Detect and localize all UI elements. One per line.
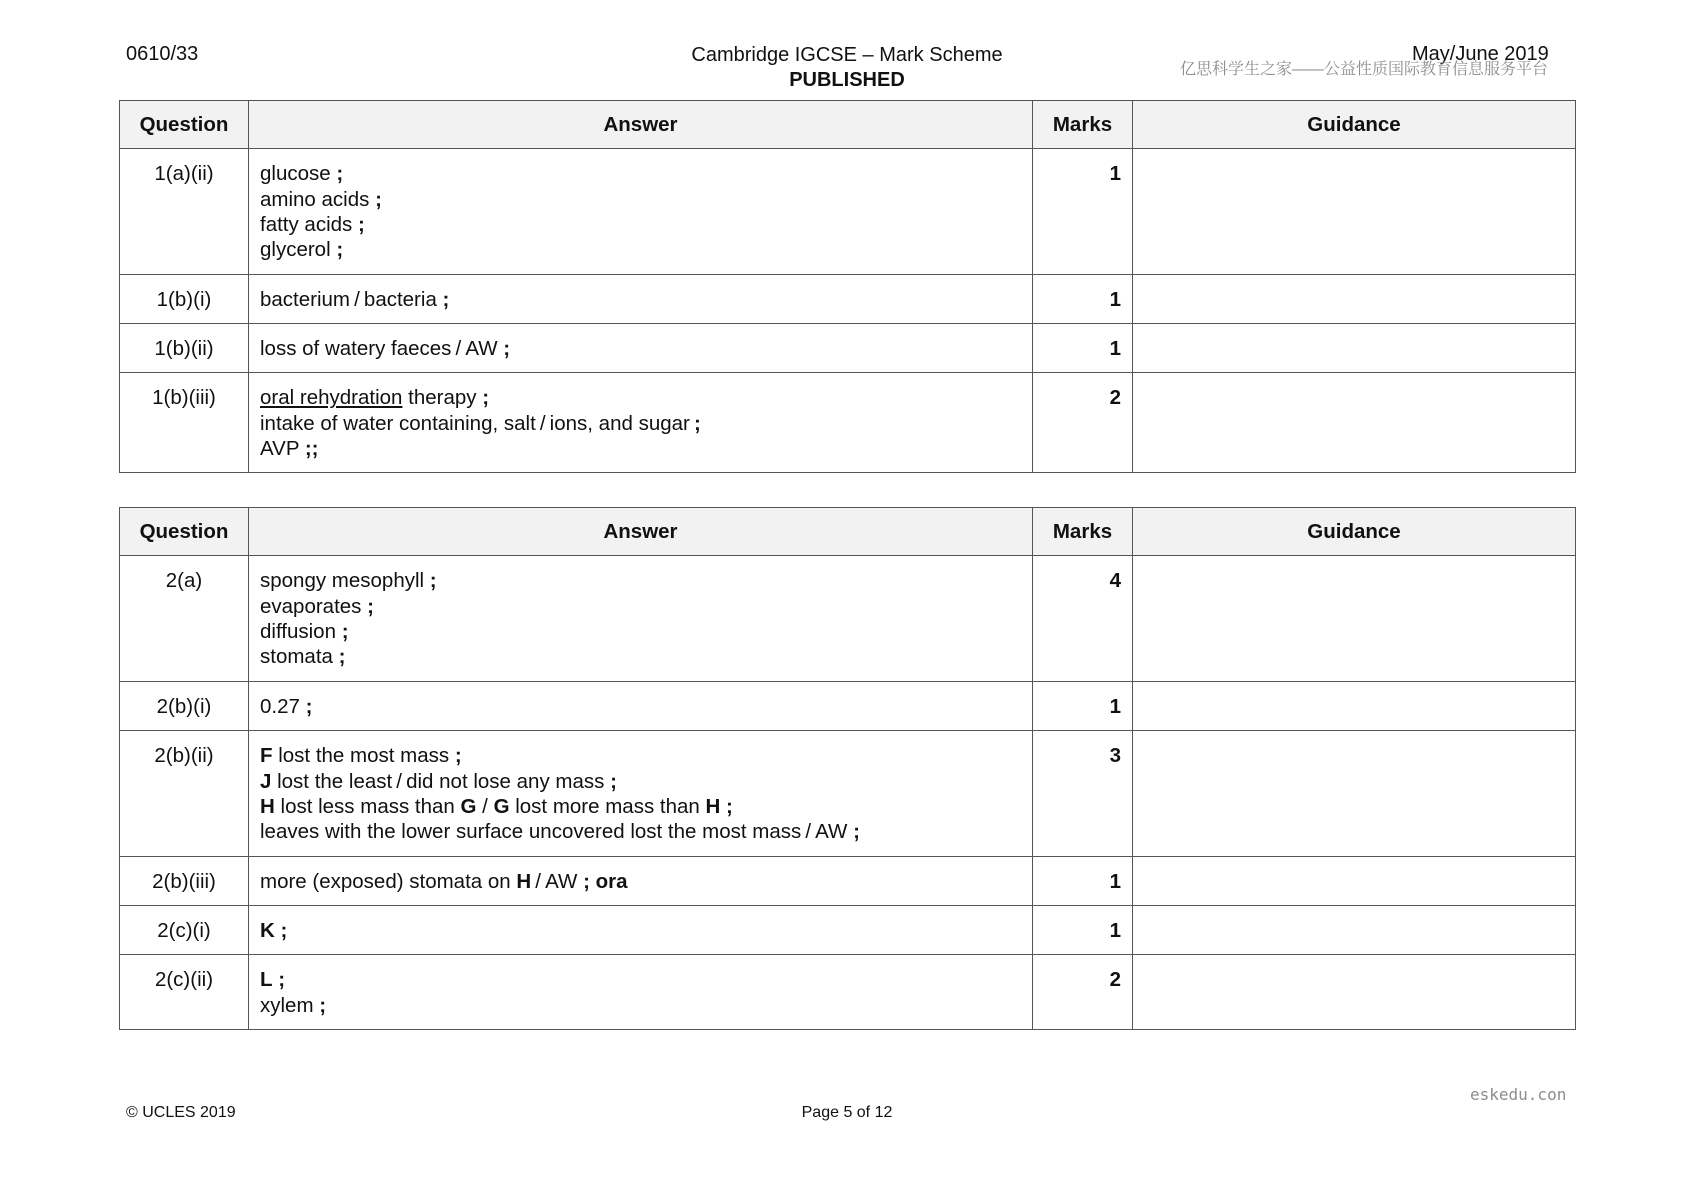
answer-line [260, 336, 1021, 361]
answer-text: ; [482, 386, 490, 410]
marks-value: 4 [1033, 556, 1133, 682]
answer-cell [249, 373, 1033, 473]
marks-value: 2 [1033, 373, 1133, 473]
answer-text: therapy [402, 386, 483, 410]
marks-header: Marks [1033, 508, 1133, 556]
answer-text: lost the least / did not lose any mass [271, 769, 611, 793]
answer-line [260, 436, 1021, 461]
page-number: Page 5 of 12 [801, 1104, 893, 1121]
answer-cell [249, 275, 1033, 324]
question-number: 1(b)(ii) [120, 324, 249, 373]
answer-cell [249, 149, 1033, 275]
guidance-cell [1133, 682, 1576, 731]
table-row [120, 373, 1576, 473]
question-number: 2(b)(iii) [120, 857, 249, 906]
answer-text: ; [693, 411, 701, 435]
answer-line [260, 993, 1021, 1018]
answer-text: leaves with the lower surface uncovered lost the most mass / AW [260, 820, 854, 844]
guidance-header: Guidance [1133, 508, 1576, 556]
answer-text: G [493, 794, 510, 818]
answer-text: oral rehydration [260, 386, 403, 410]
marks-value: 1 [1033, 275, 1133, 324]
answer-text: loss of watery faeces / AW [260, 337, 504, 361]
answer-text: AVP [260, 436, 305, 460]
answer-text: / [476, 794, 494, 818]
answer-text: ; [336, 162, 344, 186]
guidance-cell [1133, 731, 1576, 857]
title-text: Cambridge IGCSE – Mark Scheme [691, 44, 1003, 66]
question-number: 2(c)(i) [120, 906, 249, 955]
answer-text: stomata [260, 645, 339, 669]
answer-cell [249, 324, 1033, 373]
answer-line [260, 161, 1021, 186]
answer-line [260, 237, 1021, 262]
guidance-cell [1133, 857, 1576, 906]
answer-cell [249, 556, 1033, 682]
answer-text: ; [358, 212, 365, 236]
answer-line [260, 287, 1021, 312]
question-header: Question [120, 508, 249, 556]
answer-header: Answer [249, 508, 1033, 556]
answer-text: lost more mass than [509, 794, 706, 818]
answer-text: diffusion [260, 619, 342, 643]
question-number: 1(b)(iii) [120, 373, 249, 473]
answer-text: 0.27 [260, 695, 306, 719]
answer-text: fatty acids [260, 212, 358, 236]
answer-text: ; [375, 187, 382, 211]
answer-cell [249, 682, 1033, 731]
guidance-cell [1133, 955, 1576, 1030]
answer-text: H [260, 794, 275, 818]
answer-text: ; [610, 769, 617, 793]
answer-line [260, 212, 1021, 237]
answer-cell [249, 731, 1033, 857]
answer-text: ; [367, 594, 374, 618]
answer-text: L [260, 968, 273, 992]
marks-value: 1 [1033, 149, 1133, 275]
mark-scheme-table-2 [119, 507, 1576, 1030]
answer-text: ; [442, 288, 450, 312]
copyright-notice: © UCLES 2019 [126, 1104, 236, 1121]
paper-code: 0610/33 [126, 43, 199, 65]
answer-line [260, 769, 1021, 794]
marks-value: 3 [1033, 731, 1133, 857]
answer-text: xylem [260, 993, 320, 1017]
table-header-row [120, 101, 1576, 149]
answer-line [260, 794, 1021, 819]
table-header-row [120, 508, 1576, 556]
answer-text: ; [338, 645, 346, 669]
answer-text: ; ora [583, 870, 628, 894]
marks-value: 1 [1033, 857, 1133, 906]
answer-line [260, 187, 1021, 212]
answer-line [260, 594, 1021, 619]
guidance-cell [1133, 556, 1576, 682]
published-label: PUBLISHED [789, 69, 905, 91]
answer-text: ; [336, 238, 344, 262]
answer-text: intake of water containing, salt / ions, and sugar [260, 411, 694, 435]
marks-value: 1 [1033, 906, 1133, 955]
watermark-text: 亿思科学生之家——公益性质国际教育信息服务平台 [1180, 61, 1549, 78]
answer-cell [249, 857, 1033, 906]
answer-text: amino acids [260, 187, 376, 211]
guidance-cell [1133, 149, 1576, 275]
marks-value: 1 [1033, 324, 1133, 373]
guidance-cell [1133, 275, 1576, 324]
question-number: 2(b)(ii) [120, 731, 249, 857]
answer-text: ; [341, 619, 349, 643]
answer-line [260, 819, 1021, 844]
answer-line [260, 918, 1021, 943]
answer-line [260, 644, 1021, 669]
answer-line [260, 411, 1021, 436]
question-header: Question [120, 101, 249, 149]
question-number: 2(b)(i) [120, 682, 249, 731]
guidance-cell [1133, 906, 1576, 955]
answer-cell [249, 955, 1033, 1030]
answer-text: lost the most mass [272, 744, 455, 768]
answer-line [260, 869, 1021, 894]
answer-cell [249, 906, 1033, 955]
site-watermark: eskedu.con [1470, 1085, 1567, 1104]
answer-text: ; [280, 919, 288, 943]
answer-text: lost less mass than [274, 794, 461, 818]
table-row [120, 906, 1576, 955]
answer-line [260, 385, 1021, 410]
guidance-header: Guidance [1133, 101, 1576, 149]
marks-value: 2 [1033, 955, 1133, 1030]
mark-scheme-table-1 [119, 100, 1576, 473]
answer-line [260, 967, 1021, 992]
answer-text: ; [319, 993, 327, 1017]
answer-text: G [460, 794, 477, 818]
marks-header: Marks [1033, 101, 1133, 149]
answer-text: F [260, 744, 273, 768]
guidance-cell [1133, 373, 1576, 473]
answer-header: Answer [249, 101, 1033, 149]
answer-text: ; [429, 569, 437, 593]
table-row [120, 556, 1576, 682]
answer-text: ; [305, 695, 313, 719]
question-number: 2(c)(ii) [120, 955, 249, 1030]
table-row [120, 149, 1576, 275]
question-number: 1(a)(ii) [120, 149, 249, 275]
table-row [120, 857, 1576, 906]
answer-line [260, 743, 1021, 768]
question-number: 2(a) [120, 556, 249, 682]
answer-text: H [705, 794, 721, 818]
answer-text: glucose [260, 162, 337, 186]
table-row [120, 324, 1576, 373]
answer-text: spongy mesophyll [260, 569, 430, 593]
table-row [120, 731, 1576, 857]
table-row [120, 275, 1576, 324]
answer-text: more (exposed) stomata on [260, 870, 517, 894]
answer-text: ; [726, 794, 733, 818]
answer-text: J [260, 769, 272, 793]
answer-line [260, 619, 1021, 644]
answer-text: / AW [531, 870, 584, 894]
exam-session: May/June 2019 [1412, 43, 1549, 65]
table-row [120, 955, 1576, 1030]
answer-text: bacterium / bacteria [260, 288, 443, 312]
answer-line [260, 694, 1021, 719]
answer-text: ; [503, 337, 511, 361]
question-number: 1(b)(i) [120, 275, 249, 324]
answer-text: K [260, 919, 275, 943]
answer-text: ; [278, 968, 286, 992]
answer-text: glycerol [260, 238, 337, 262]
answer-text: ; [454, 744, 462, 768]
answer-line [260, 568, 1021, 593]
answer-text: evaporates [260, 594, 368, 618]
guidance-cell [1133, 324, 1576, 373]
answer-text: ;; [304, 436, 319, 460]
answer-text: ; [853, 820, 860, 844]
answer-text: H [516, 870, 532, 894]
marks-value: 1 [1033, 682, 1133, 731]
table-row [120, 682, 1576, 731]
